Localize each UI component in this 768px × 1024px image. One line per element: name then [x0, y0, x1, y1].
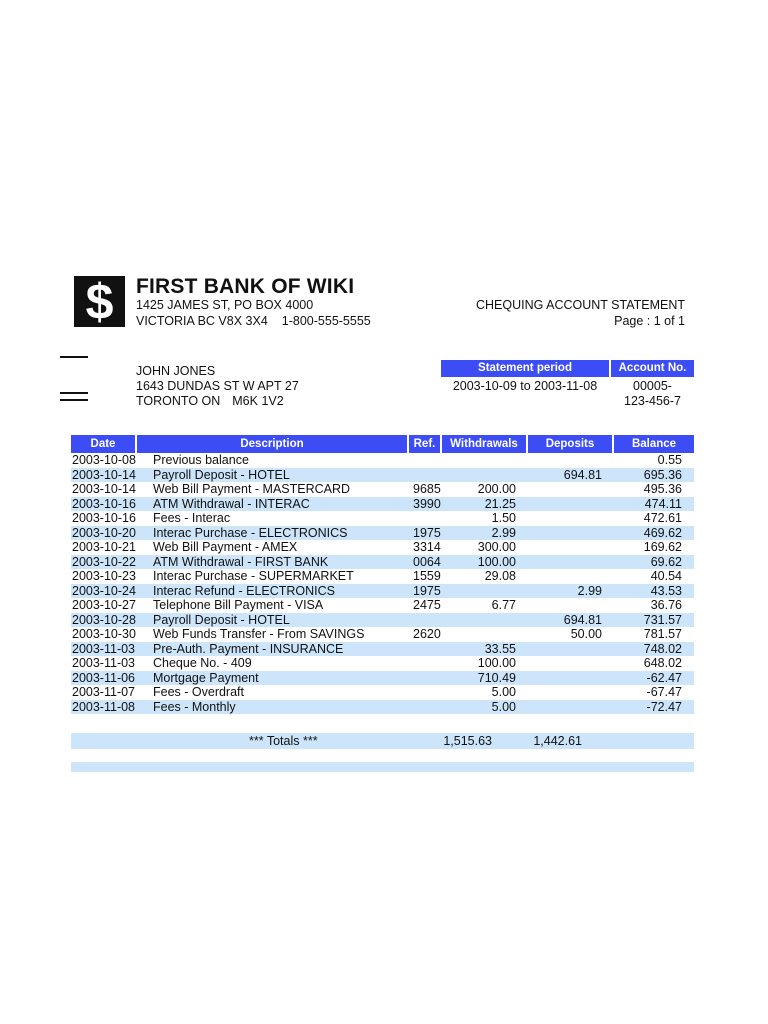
table-row: [71, 671, 694, 686]
cell-ref: 3990: [409, 497, 442, 512]
fold-mark: [60, 399, 88, 401]
cell-deposit: 2.99: [528, 584, 614, 599]
table-row: [71, 598, 694, 613]
customer-street: 1643 DUNDAS ST W APT 27: [136, 379, 299, 393]
cell-balance: 469.62: [614, 526, 694, 541]
cell-ref: [409, 685, 442, 700]
account-number-line2: 123-456-7: [624, 394, 681, 408]
cell-withdrawal: 100.00: [477, 656, 516, 670]
cell-deposit: [528, 598, 614, 613]
cell-deposit: [528, 569, 614, 584]
cell-ref: [409, 671, 442, 686]
cell-balance: 40.54: [650, 569, 682, 583]
cell-deposit: [528, 497, 614, 512]
cell-balance: 43.53: [614, 584, 694, 599]
cell-deposit: [528, 453, 614, 468]
table-row: [71, 497, 694, 512]
cell-date: 2003-10-14: [72, 467, 136, 482]
cell-withdrawal: 33.55: [442, 642, 528, 657]
account-number-header: Account No.: [611, 360, 694, 377]
cell-ref: 0064: [409, 555, 442, 570]
cell-deposit: [528, 482, 614, 497]
cell-withdrawal: 200.00: [477, 482, 516, 496]
cell-withdrawal: 29.08: [484, 569, 516, 583]
cell-ref: [409, 453, 442, 468]
totals-withdrawals: 1,515.63: [443, 734, 492, 748]
cell-description: ATM Withdrawal - INTERAC: [137, 497, 409, 512]
cell-deposit: [528, 685, 614, 700]
fold-mark: [60, 392, 88, 394]
fold-mark: [60, 356, 88, 358]
table-row: [71, 569, 694, 584]
cell-withdrawal: 710.49: [442, 671, 528, 686]
cell-balance: -62.47: [614, 671, 694, 686]
cell-date: 2003-11-03: [72, 656, 136, 670]
cell-date: 2003-10-27: [72, 598, 136, 612]
column-header-ref: Ref.: [409, 435, 442, 453]
statement-period-value: 2003-10-09 to 2003-11-08: [452, 379, 598, 393]
customer-name: JOHN JONES: [136, 364, 216, 378]
cell-ref: [409, 700, 442, 715]
bank-address-line1: 1425 JAMES ST, PO BOX 4000: [136, 298, 314, 312]
column-header-balance: Balance: [614, 435, 694, 453]
column-header-date: Date: [71, 435, 137, 453]
cell-withdrawal: 6.77: [491, 598, 516, 612]
table-row: [71, 453, 694, 468]
cell-ref: 1559: [413, 569, 441, 583]
cell-deposit: 50.00: [570, 627, 602, 641]
bank-logo: [74, 273, 125, 330]
table-row: [71, 526, 694, 541]
cell-withdrawal: 100.00: [442, 555, 528, 570]
cell-deposit: [528, 656, 614, 671]
cell-date: 2003-11-07: [72, 685, 136, 699]
cell-date: 2003-10-21: [72, 540, 136, 554]
bank-phone: 1-800-555-5555: [281, 314, 371, 328]
table-row: [71, 482, 694, 497]
cell-withdrawal: 2.99: [442, 526, 528, 541]
cell-withdrawal: [442, 468, 528, 483]
cell-withdrawal: 300.00: [477, 540, 516, 554]
bank-name: FIRST BANK OF WIKI: [136, 275, 355, 298]
table-header-row: [71, 435, 694, 453]
cell-deposit: [528, 700, 614, 715]
cell-date: 2003-10-28: [72, 612, 136, 627]
cell-description: ATM Withdrawal - FIRST BANK: [137, 555, 409, 570]
cell-balance: 0.55: [657, 453, 682, 467]
dollar-logo-icon: $: [85, 273, 114, 330]
cell-balance: 474.11: [614, 497, 694, 512]
account-number-box: [611, 360, 694, 409]
cell-description: Cheque No. - 409: [153, 656, 252, 670]
cell-withdrawal: 5.00: [491, 685, 516, 699]
cell-balance: 748.02: [614, 642, 694, 657]
table-row: [71, 627, 694, 642]
cell-balance: -67.47: [646, 685, 682, 699]
cell-withdrawal: [442, 627, 528, 642]
cell-date: 2003-10-24: [72, 583, 136, 598]
cell-ref: 2475: [413, 598, 441, 612]
statement-title: CHEQUING ACCOUNT STATEMENT: [475, 298, 685, 312]
table-row: [71, 613, 694, 628]
cell-deposit: [528, 511, 614, 526]
cell-balance: 69.62: [614, 555, 694, 570]
cell-date: 2003-10-30: [72, 627, 136, 641]
cell-date: 2003-10-23: [72, 569, 136, 583]
statement-period-box: [441, 360, 609, 394]
cell-date: 2003-10-16: [72, 496, 136, 511]
account-number-line1: 00005-: [633, 379, 672, 393]
bank-address-line2: [136, 314, 371, 328]
cell-ref: 2620: [413, 627, 441, 641]
statement-period-header: Statement period: [441, 360, 609, 377]
cell-date: 2003-11-08: [72, 699, 136, 714]
cell-description: Fees - Interac: [153, 511, 231, 525]
cell-date: 2003-10-20: [72, 525, 136, 540]
totals-deposits: 1,442.61: [533, 734, 582, 748]
cell-date: 2003-11-03: [72, 641, 136, 656]
totals-row: [71, 733, 694, 749]
cell-withdrawal: 21.25: [442, 497, 528, 512]
cell-ref: [409, 642, 442, 657]
cell-description: Payroll Deposit - HOTEL: [137, 613, 409, 628]
cell-balance: 731.57: [614, 613, 694, 628]
cell-ref: [409, 656, 442, 671]
cell-date: 2003-10-16: [72, 511, 136, 525]
cell-ref: [409, 511, 442, 526]
cell-description: Web Funds Transfer - From SAVINGS: [153, 627, 365, 641]
table-row: [71, 700, 694, 715]
cell-description: Web Bill Payment - MASTERCARD: [153, 482, 351, 496]
bank-city: VICTORIA BC V8X 3X4: [136, 314, 268, 328]
cell-balance: 648.02: [643, 656, 682, 670]
cell-ref: [409, 468, 442, 483]
cell-description: Pre-Auth. Payment - INSURANCE: [137, 642, 409, 657]
table-row: [71, 642, 694, 657]
table-row: [71, 468, 694, 483]
cell-description: Web Bill Payment - AMEX: [153, 540, 298, 554]
cell-ref: 1975: [409, 526, 442, 541]
totals-label: *** Totals ***: [249, 734, 318, 748]
cell-withdrawal: [442, 584, 528, 599]
cell-deposit: [528, 540, 614, 555]
cell-date: 2003-10-14: [72, 482, 136, 496]
cell-description: Fees - Overdraft: [153, 685, 244, 699]
table-row: [71, 511, 694, 526]
cell-withdrawal: 1.50: [491, 511, 516, 525]
cell-description: Telephone Bill Payment - VISA: [153, 598, 324, 612]
cell-withdrawal: [442, 613, 528, 628]
cell-description: Mortgage Payment: [137, 671, 409, 686]
cell-description: Interac Refund - ELECTRONICS: [137, 584, 409, 599]
customer-city-line: [136, 394, 299, 409]
table-row: [71, 685, 694, 700]
table-row: [71, 584, 694, 599]
cell-balance: 495.36: [643, 482, 682, 496]
table-row: [71, 540, 694, 555]
table-row: [71, 656, 694, 671]
cell-deposit: [528, 642, 614, 657]
cell-ref: 1975: [409, 584, 442, 599]
cell-withdrawal: 5.00: [442, 700, 528, 715]
cell-date: 2003-11-06: [72, 670, 136, 685]
cell-ref: 3314: [413, 540, 441, 554]
cell-deposit: [528, 555, 614, 570]
transactions-body: [71, 453, 694, 714]
cell-ref: 9685: [413, 482, 441, 496]
cell-balance: 695.36: [614, 468, 694, 483]
cell-description: Interac Purchase - SUPERMARKET: [153, 569, 354, 583]
cell-balance: 781.57: [643, 627, 682, 641]
column-header-withdrawals: Withdrawals: [442, 435, 528, 453]
cell-deposit: [528, 526, 614, 541]
cell-deposit: [528, 671, 614, 686]
cell-balance: 36.76: [650, 598, 682, 612]
cell-deposit: 694.81: [528, 468, 614, 483]
page-indicator: Page : 1 of 1: [614, 314, 685, 328]
customer-city: TORONTO ON: [136, 394, 221, 408]
cell-date: 2003-10-08: [72, 453, 136, 467]
customer-postal: M6K 1V2: [232, 394, 284, 408]
cell-description: Interac Purchase - ELECTRONICS: [137, 526, 409, 541]
column-header-description: Description: [137, 435, 409, 453]
account-number-value: [611, 377, 694, 409]
cell-deposit: 694.81: [528, 613, 614, 628]
cell-ref: [409, 613, 442, 628]
table-row: [71, 555, 694, 570]
cell-balance: 472.61: [643, 511, 682, 525]
cell-date: 2003-10-22: [72, 554, 136, 569]
cell-balance: 169.62: [643, 540, 682, 554]
cell-description: Previous balance: [153, 453, 249, 467]
footer-bar: [71, 762, 694, 772]
cell-withdrawal: [442, 453, 528, 468]
cell-description: Payroll Deposit - HOTEL: [137, 468, 409, 483]
column-header-deposits: Deposits: [528, 435, 614, 453]
transactions-table: [71, 435, 694, 714]
cell-description: Fees - Monthly: [137, 700, 409, 715]
cell-balance: -72.47: [614, 700, 694, 715]
customer-address: [136, 364, 299, 409]
